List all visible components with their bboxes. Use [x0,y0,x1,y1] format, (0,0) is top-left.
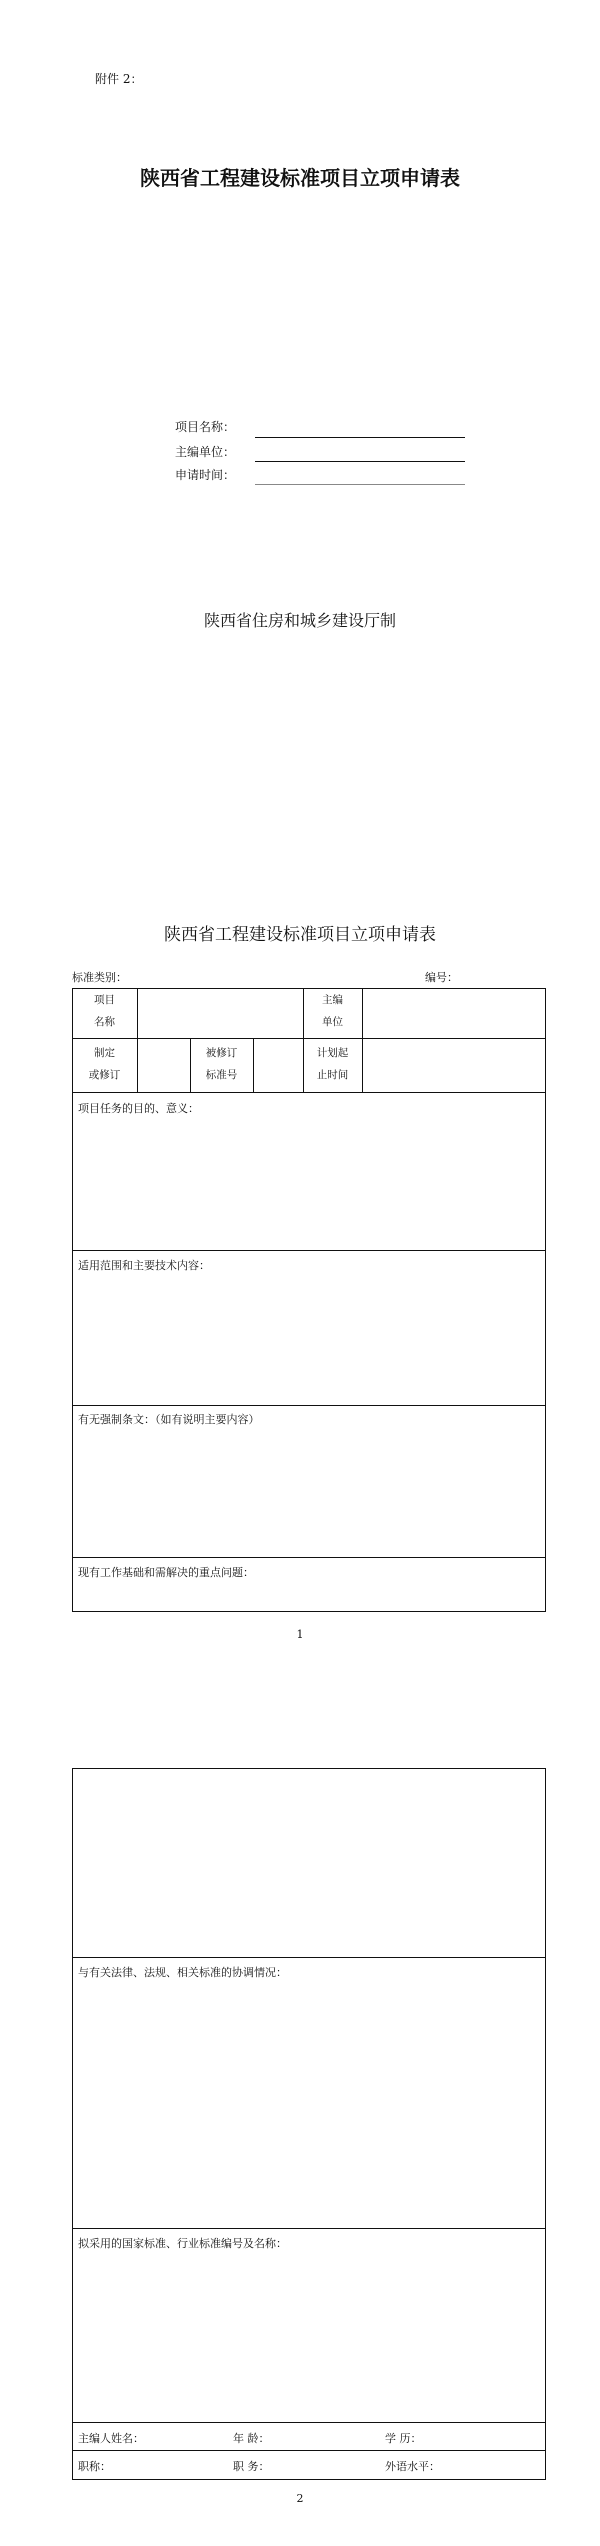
revised-std-value[interactable] [254,1039,302,1091]
chief-editor-name-label: 主编人姓名： [78,2432,144,2445]
row-divider [72,1405,546,1406]
category-label: 标准类别： [72,971,127,984]
cover-field-editor-unit-line [255,461,465,462]
attachment-label: 附件 2： [95,72,143,86]
project-name-label-l2: 名称 [94,1016,115,1028]
project-name-label-l1: 项目 [94,994,115,1006]
row-divider [72,2228,546,2229]
cover-field-editor-unit-label: 主编单位： [175,445,236,459]
cover-field-project-name-line [255,437,465,438]
chief-editor-language-label: 外语水平： [385,2460,440,2473]
row-divider [72,1092,546,1093]
form-title: 陕西省工程建设标准项目立项申请表 [164,925,436,945]
section-coordination-label: 与有关法律、法规、相关标准的协调情况： [78,1966,287,1979]
section-purpose-label: 项目任务的目的、意义： [78,1102,199,1115]
plan-time-label-l1: 计划起 [316,1047,349,1059]
editor-unit-value[interactable] [363,989,545,1037]
application-table-page2 [72,1768,546,2480]
make-revise-label-l2: 或修订 [88,1069,121,1081]
cover-field-apply-time-line [255,484,465,485]
row-divider [72,1957,546,1958]
chief-editor-title-label: 职称： [78,2460,111,2473]
row-divider [72,1250,546,1251]
page-number-2: 2 [296,2492,304,2505]
plan-time-value[interactable] [363,1039,545,1091]
editor-unit-label-l1: 主编 [322,994,343,1006]
cover-field-project-name-label: 项目名称： [175,420,236,434]
editor-unit-label-l2: 单位 [322,1016,343,1028]
section-basis-label: 现有工作基础和需解决的重点问题： [78,1566,254,1579]
cover-field-apply-time-label: 申请时间： [175,468,236,482]
row-divider [72,1557,546,1558]
make-revise-value[interactable] [138,1039,189,1091]
row-divider [72,2422,546,2423]
project-name-value[interactable] [138,989,302,1037]
row-divider [72,2450,546,2451]
section-scope-label: 适用范围和主要技术内容： [78,1259,210,1272]
page-number-1: 1 [296,1628,304,1641]
cover-title: 陕西省工程建设标准项目立项申请表 [140,166,460,190]
make-revise-label-l1: 制定 [94,1047,115,1059]
chief-editor-position-label: 职 务： [233,2460,270,2473]
chief-editor-education-label: 学 历： [385,2432,422,2445]
cover-issuer: 陕西省住房和城乡建设厅制 [203,611,396,630]
chief-editor-age-label: 年 龄： [233,2432,270,2445]
revised-std-label-l1: 被修订 [205,1047,238,1059]
section-mandatory-label: 有无强制条文：（如有说明主要内容） [78,1413,260,1426]
number-label: 编号： [425,971,458,984]
revised-std-label-l2: 标准号 [205,1069,238,1081]
plan-time-label-l2: 止时间 [316,1069,349,1081]
section-standards-label: 拟采用的国家标准、行业标准编号及名称： [78,2237,287,2250]
